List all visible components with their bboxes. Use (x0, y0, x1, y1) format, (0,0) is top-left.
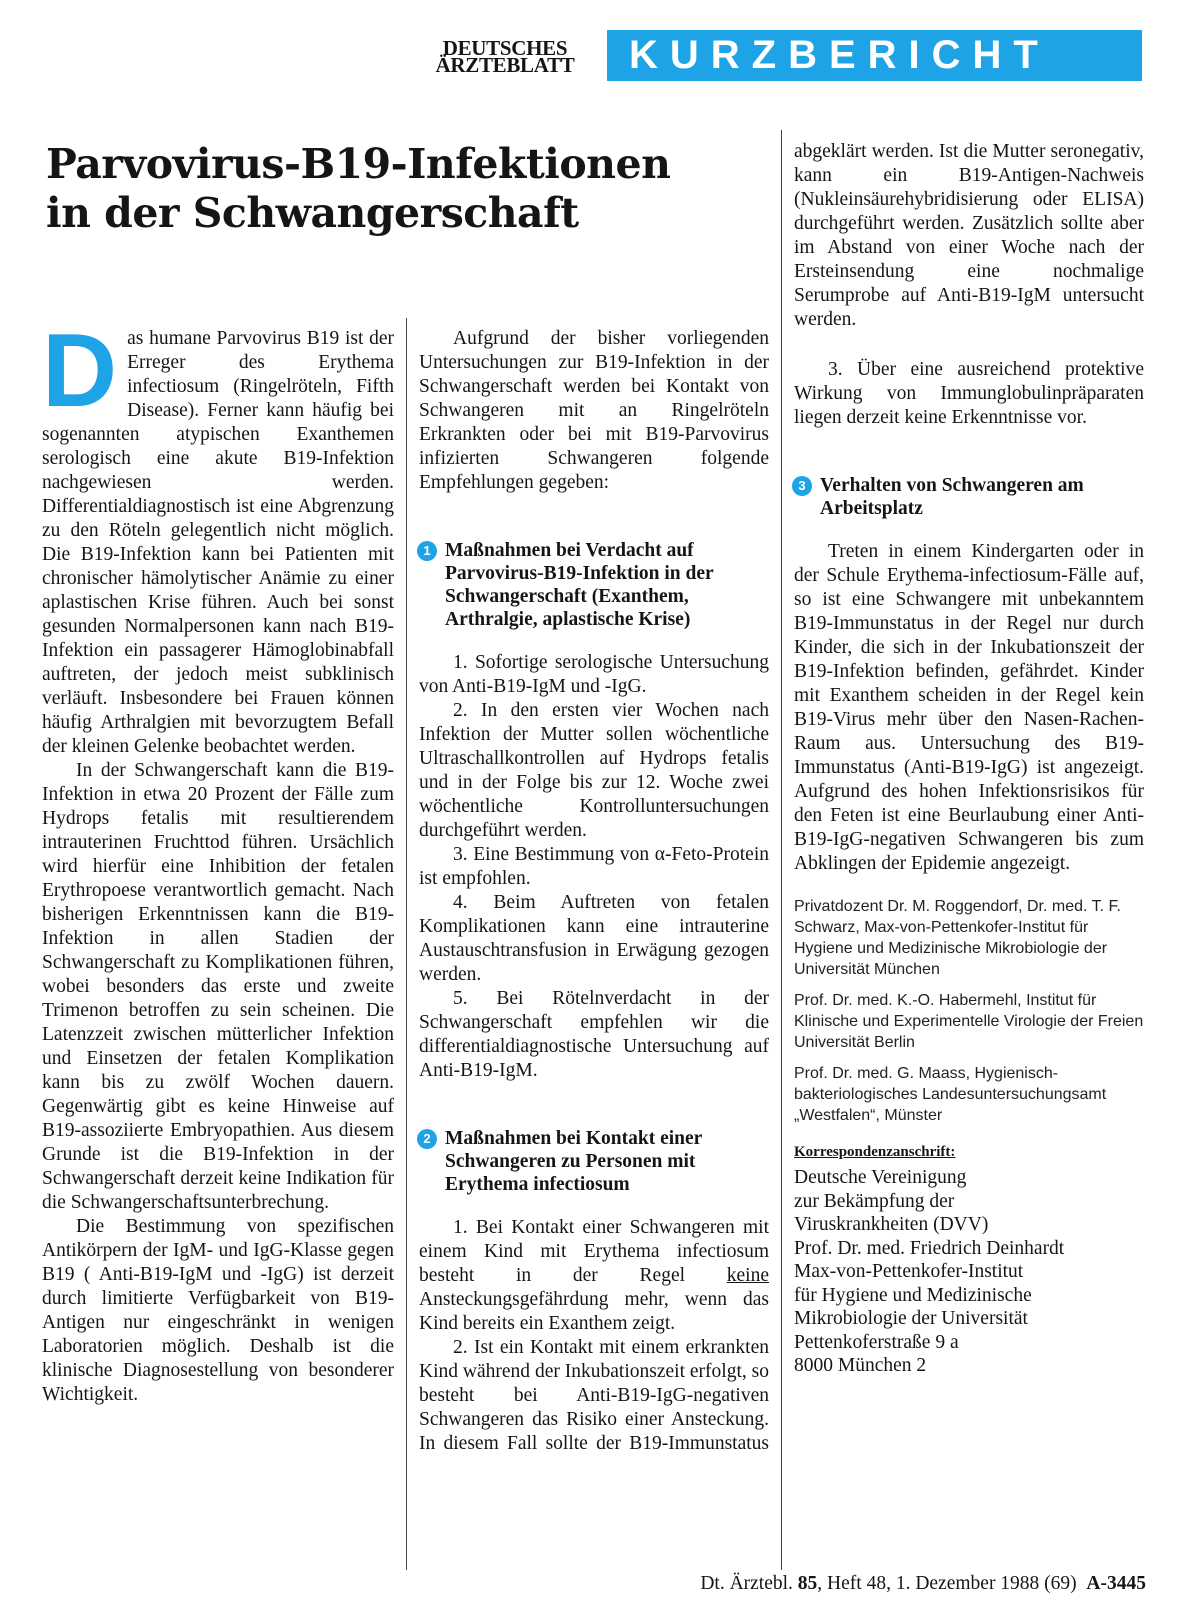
section-1-item-3: 3. Eine Bestimmung von α-Feto-Protein ist empfohlen. (419, 844, 769, 889)
column-2 (419, 327, 769, 1458)
section-2-number: 2 (417, 1129, 437, 1149)
column-rule-2 (781, 130, 782, 1570)
journal-name: Dt. Ärztebl. (700, 1573, 793, 1594)
publication-name (420, 36, 590, 77)
issue-info: , Heft 48, 1. Dezember 1988 (69) (817, 1573, 1077, 1594)
column-1 (42, 313, 394, 1407)
section-3-number: 3 (792, 476, 812, 496)
section-1-number: 1 (417, 541, 437, 561)
address-line: für Hygiene und Medizinische (794, 1284, 1032, 1306)
address-line: Pettenkoferstraße 9 a (794, 1331, 959, 1353)
address-line: Prof. Dr. med. Friedrich Deinhardt (794, 1237, 1065, 1259)
section-2-heading-text: Maßnahmen bei Kontakt einer Schwangeren zu Personen mit Erythema infectiosum (445, 1128, 702, 1195)
address-line: Mikrobiologie der Universität (794, 1308, 1028, 1329)
emphasis-underline: keine (726, 1265, 769, 1286)
section-1-item-1: 1. Sofortige serologische Untersuchung von Anti-B19-IgM und -IgG. (419, 652, 769, 697)
publication-name-line1: DEUTSCHES (442, 36, 568, 60)
publication-name-line2: ÄRZTEBLATT (435, 53, 575, 77)
address-line: Max-von-Pettenkofer-Institut (794, 1261, 1024, 1282)
article-title (46, 140, 766, 238)
page-footer (700, 1573, 1146, 1595)
section-1-item-5: 5. Bei Rötelnverdacht in der Schwangerschaft empfehlen wir die differentialdiagnostische Untersuchung auf Anti-B19-IgM. (419, 988, 769, 1081)
intro-text: as humane Parvovirus B19 ist der Erreger des Erythema infectiosum (Ringelröteln, Fifth Disease). Ferner kann häufig bei sogenannten atypischen Exanthemen serologisch eine akute B19-Infektion nachgewiesen werden. Differentialdiagnostisch ist eine Abgrenzung zu den Röteln gelegentlich nicht möglich. Die B19-Infektion kann bei Patienten mit chronischer hämolytischer Anämie zu einer aplastischen Krise führen. Auch bei sonst gesunden Normalpersonen kann nach B19-Infektion ein passagerer Hämoglobinabfall auftreten, der jedoch meist subklinisch verläuft. Insbesondere bei Frauen können häufig Arthralgien mit bevorzugtem Befall der kleinen Gelenke beobachtet werden. (42, 328, 394, 757)
section-2-item-2-continued: abgeklärt werden. Ist die Mutter seronegativ, kann ein B19-Antigen-Nachweis (Nukleinsäurehybridisierung oder ELISA) durchgeführt werden. Zusätzlich sollte aber im Abstand von einer Woche nach der Ersteinsendung eine nochmalige Serumprobe auf Anti-B19-IgM untersucht werden. (794, 141, 1144, 330)
correspondence-address (794, 1140, 1144, 1378)
title-line-1: Parvovirus-B19-Infektionen (46, 140, 671, 188)
section-1-item-2: 2. In den ersten vier Wochen nach Infektion der Mutter sollen wöchentliche Ultraschallkontrollen auf Hydrops fetalis und in der Folge bis zur 12. Woche zwei wöchentliche Kontrolluntersuchungen durchgeführt werden. (419, 700, 769, 841)
section-3-text: Treten in einem Kindergarten oder in der Schule Erythema-infectiosum-Fälle auf, so ist eine Schwangere mit unbekanntem B19-Immunstatus in der Regel nur durch Kinder, die sich in der Inkubationszeit der B19-Infektion befinden, gefährdet. Kinder mit Exanthem scheiden in der Regel kein B19-Virus mehr über den Nasen-Rachen-Raum aus. Untersuchung des B19-Immunstatus (Anti-B19-IgG) ist angezeigt. Aufgrund des hohen Infektionsrisikos für den Feten ist eine Beurlaubung einer Anti-B19-IgG-negativen Schwangeren bis zum Abklingen der Epidemie angezeigt. (794, 541, 1144, 874)
author-list (794, 896, 1144, 1126)
address-line: zur Bekämpfung der (794, 1190, 955, 1212)
intro-paragraph (42, 313, 394, 759)
section-3-heading (798, 474, 1144, 520)
volume-number: 85 (797, 1573, 818, 1594)
paragraph-antibodies: Die Bestimmung von spezifischen Antikörpern der IgM- und IgG-Klasse gegen B19 ( Anti-B19-IgM und -IgG) ist derzeit durch limitierte Verfügbarkeit von B19-Antigen nur eingeschränkt in wenigen Laboratorien möglich. Deshalb ist die klinische Diagnosestellung von besonderer Wichtigkeit. (42, 1216, 394, 1405)
paragraph-pregnancy: In der Schwangerschaft kann die B19-Infektion in etwa 20 Prozent der Fälle zum Hydrops fetalis mit resultierendem intrauterinen Fruchttod führen. Ursächlich wird hierfür eine Inhibition der fetalen Erythropoese verantwortlich gemacht. Nach bisherigen Erkenntnissen kann die B19-Infektion in allen Stadien der Schwangerschaft zu Komplikationen führen, wobei besonders das erste und zweite Trimenon betroffen zu sein scheinen. Die Latenzzeit zwischen mütterlicher Infektion und Einsetzen der fetalen Komplikation kann bis zu zwölf Wochen dauern. Gegenwärtig gibt es keine Hinweise auf B19-assoziierte Embryopathien. Aus diesem Grunde ist die B19-Infektion in der Schwangerschaft derzeit keine Indikation für die Schwangerschaftsunterbrechung. (42, 760, 394, 1213)
page-number: A-3445 (1086, 1573, 1146, 1594)
section-banner: KURZBERICHT (607, 30, 1142, 81)
address-line: Viruskrankheiten (DVV) (794, 1214, 989, 1235)
section-1-item-4: 4. Beim Auftreten von fetalen Komplikationen kann eine intrauterine Austauschtransfusion in Erwägung gezogen werden. (419, 892, 769, 985)
dropcap: D (42, 313, 118, 429)
section-2-item-1: 1. Bei Kontakt einer Schwangeren mit einem Kind mit Erythema infectiosum besteht in der Regel keine Ansteckungsgefährdung mehr, wenn das Kind bereits ein Exanthem zeigt. (419, 1217, 769, 1334)
recommendations-intro: Aufgrund der bisher vorliegenden Untersuchungen zur B19-Infektion in der Schwangerschaft werden bei Kontakt von Schwangeren mit an Ringelröteln Erkrankten oder bei mit B19-Parvovirus infizierten Schwangeren folgende Empfehlungen gegeben: (419, 328, 769, 493)
section-3-heading-text: Verhalten von Schwangeren am Arbeitsplatz (820, 475, 1084, 519)
title-line-2: in der Schwangerschaft (46, 189, 579, 237)
address-line: 8000 München 2 (794, 1355, 927, 1376)
author-entry: Prof. Dr. med. G. Maass, Hygienisch-bakteriologisches Landesuntersuchungsamt „Westfalen“, Münster (794, 1065, 1107, 1124)
address-line: Deutsche Vereinigung (794, 1167, 967, 1188)
section-2-item-3: 3. Über eine ausreichend protektive Wirkung von Immunglobulinpräparaten liegen derzeit keine Erkenntnisse vor. (794, 359, 1144, 428)
column-3 (794, 140, 1144, 1378)
column-rule-1 (406, 318, 407, 1570)
section-1-heading-text: Maßnahmen bei Verdacht auf Parvovirus-B19-Infektion in der Schwangerschaft (Exanthem, Arthralgie, aplastische Krise) (445, 540, 714, 630)
correspondence-label: Korrespondenzanschrift: (794, 1144, 956, 1160)
author-entry: Privatdozent Dr. M. Roggendorf, Dr. med. T. F. Schwarz, Max-von-Pettenkofer-Institut für Hygiene und Medizinische Mikrobiologie der Universität München (794, 898, 1121, 978)
section-2-item-2: 2. Ist ein Kontakt mit einem erkrankten Kind während der Inkubationszeit erfolgt, so besteht bei Anti-B19-IgG-negativen Schwangeren das Risiko einer Ansteckung. In diesem Fall sollte der B19-Immunstatus (419, 1337, 769, 1454)
section-2-heading (423, 1127, 769, 1196)
section-1-heading (423, 539, 769, 631)
author-entry: Prof. Dr. med. K.-O. Habermehl, Institut für Klinische und Experimentelle Virologie der Freien Universität Berlin (794, 992, 1144, 1051)
